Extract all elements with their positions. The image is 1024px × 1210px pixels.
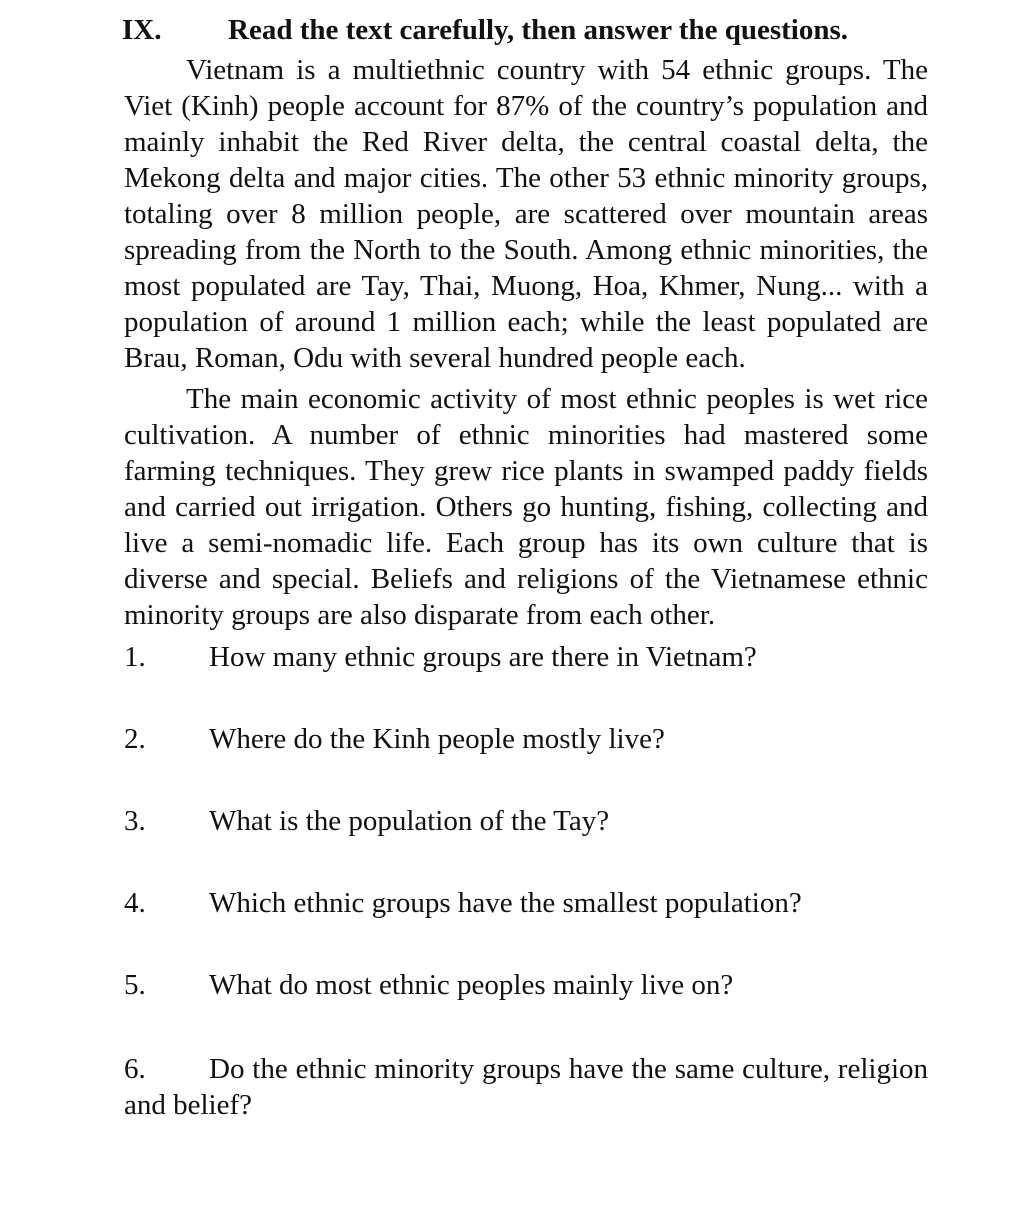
question-number: 3. (124, 805, 146, 837)
section-heading (122, 12, 928, 48)
question-item (124, 803, 928, 885)
question-text: Which ethnic groups have the smallest population? (209, 887, 802, 919)
passage-paragraph-2: The main economic activity of most ethnic peoples is wet rice cultivation. A number of ethnic minorities had mastered some farming techniques. They grew rice plants in swamped paddy fields and carried out irrigation. Others go hunting, fishing, collecting and live a semi-nomadic life. Each group has its own culture that is diverse and special. Beliefs and religions of the Vietnamese ethnic minority groups are also disparate from each other. (124, 383, 928, 631)
question-text: How many ethnic groups are there in Vietnam? (209, 641, 757, 673)
question-item (124, 1051, 928, 1123)
passage-paragraph-1: Vietnam is a multiethnic country with 54 ethnic groups. The Viet (Kinh) people account for 87% of the country’s population and mainly inhabit the Red River delta, the central coastal delta, the Mekong delta and major cities. The other 53 ethnic minority groups, totaling over 8 million people, are scattered over mountain areas spreading from the North to the South. Among ethnic minorities, the most populated are Tay, Thai, Muong, Hoa, Khmer, Nung... with a population of around 1 million each; while the least populated are Brau, Roman, Odu with several hundred people each. (124, 54, 928, 374)
question-number: 5. (124, 969, 146, 1001)
section-number: IX. (122, 14, 162, 46)
question-text: What do most ethnic peoples mainly live on? (209, 969, 734, 1001)
reading-passage (124, 52, 928, 633)
worksheet-page (124, 12, 928, 1123)
question-number: 2. (124, 723, 146, 755)
question-number: 6. (124, 1053, 146, 1085)
question-number: 1. (124, 641, 146, 673)
section-instruction: Read the text carefully, then answer the questions. (228, 14, 848, 46)
question-text: Where do the Kinh people mostly live? (209, 723, 665, 755)
question-item (124, 885, 928, 967)
question-text: What is the population of the Tay? (209, 805, 610, 837)
question-list (124, 639, 928, 1123)
question-text: Do the ethnic minority groups have the same culture, religion and belief? (124, 1053, 928, 1121)
question-number: 4. (124, 887, 146, 919)
question-item (124, 639, 928, 721)
question-item (124, 721, 928, 803)
question-item (124, 967, 928, 1049)
